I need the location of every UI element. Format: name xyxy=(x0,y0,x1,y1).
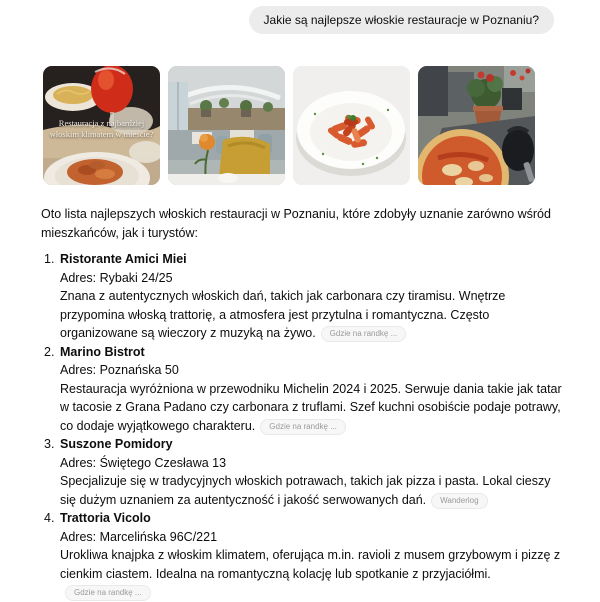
restaurant-name: Ristorante Amici Miei xyxy=(60,252,187,266)
restaurant-description-text: Urokliwa knajpka z włoskim klimatem, oferująca m.in. ravioli z musem grzybowym i pizzę z cienkim ciastem. Idealna na romantyczną kolację lub spotkanie z przyjaciółmi. xyxy=(60,548,561,581)
restaurant-address: Adres: Poznańska 50 xyxy=(60,363,179,377)
list-number: 3. xyxy=(44,437,55,451)
assistant-answer xyxy=(0,185,600,602)
restaurant-address: Adres: Rybaki 24/25 xyxy=(60,270,173,285)
user-message-bubble: Jakie są najlepsze włoskie restauracje w Poznaniu? xyxy=(249,6,554,34)
restaurant-description xyxy=(60,472,568,509)
restaurant-list-item-2 xyxy=(41,343,568,436)
source-citation-pill[interactable]: Gdzie na randkę ... xyxy=(260,419,346,435)
restaurant-name: Suszone Pomidory xyxy=(60,437,173,451)
restaurant-interior-illustration xyxy=(168,66,285,185)
answer-intro-paragraph: Oto lista najlepszych włoskich restauracji w Poznaniu, które zdobyły uznanie zarówno wśród mieszkańców, jak i turystów: xyxy=(41,207,551,240)
restaurant-name: Marino Bistrot xyxy=(60,344,145,359)
restaurant-description-text: Specjalizuje się w tradycyjnych włoskich potrawach, takich jak pizza i pasta. Lokal cieszy się dużym uznaniem za autentyczność i jakość serwowanych dań. xyxy=(60,474,551,507)
user-message-row xyxy=(0,0,600,34)
restaurant-photo-pasta-and-spritz[interactable] xyxy=(43,66,160,185)
restaurant-address: Adres: Marcelińska 96C/221 xyxy=(60,529,218,544)
image-results-row xyxy=(0,34,600,185)
restaurant-photo-interior[interactable] xyxy=(168,66,285,185)
restaurant-name: Trattoria Vicolo xyxy=(60,511,151,525)
restaurant-description xyxy=(60,287,568,343)
restaurant-address: Adres: Świętego Czesława 13 xyxy=(60,455,227,470)
restaurant-list-item-3 xyxy=(41,435,568,509)
penne-plate-illustration xyxy=(293,66,410,185)
restaurant-description xyxy=(60,380,568,436)
source-citation-pill[interactable]: Wanderlog xyxy=(431,493,487,509)
restaurant-description-text: Znana z autentycznych włoskich dań, takich jak carbonara czy tiramisu. Wnętrze przypomina włoską trattorię, a atmosfera jest przytulna i romantyczna. Często organizowane są wieczory z muzyką na żywo. xyxy=(60,289,506,340)
image-overlay-caption: Restauracja z najbardziej włoskim klimatem w mieście? xyxy=(49,118,154,139)
restaurant-list-item-1 xyxy=(41,250,568,343)
pizza-terrace-illustration xyxy=(418,66,535,185)
source-citation-pill[interactable]: Gdzie na randkę ... xyxy=(321,326,407,342)
restaurant-photo-pizza-terrace[interactable] xyxy=(418,66,535,185)
restaurant-description-text: Restauracja wyróżniona w przewodniku Michelin 2024 i 2025. Serwuje dania takie jak tatar w tacosie z Grana Padano czy carbonara z truflami. Szef kuchni osobiście podaje potrawy, co dodaje wyjątkowego charakteru. xyxy=(60,381,562,433)
restaurant-list-item-4 xyxy=(41,509,568,602)
restaurant-photo-penne-pasta[interactable] xyxy=(293,66,410,185)
list-number: 4. xyxy=(44,511,55,525)
source-citation-pill[interactable]: Gdzie na randkę ... xyxy=(65,585,151,601)
list-number: 1. xyxy=(44,252,55,266)
list-number: 2. xyxy=(44,344,55,359)
restaurant-description xyxy=(60,546,568,602)
